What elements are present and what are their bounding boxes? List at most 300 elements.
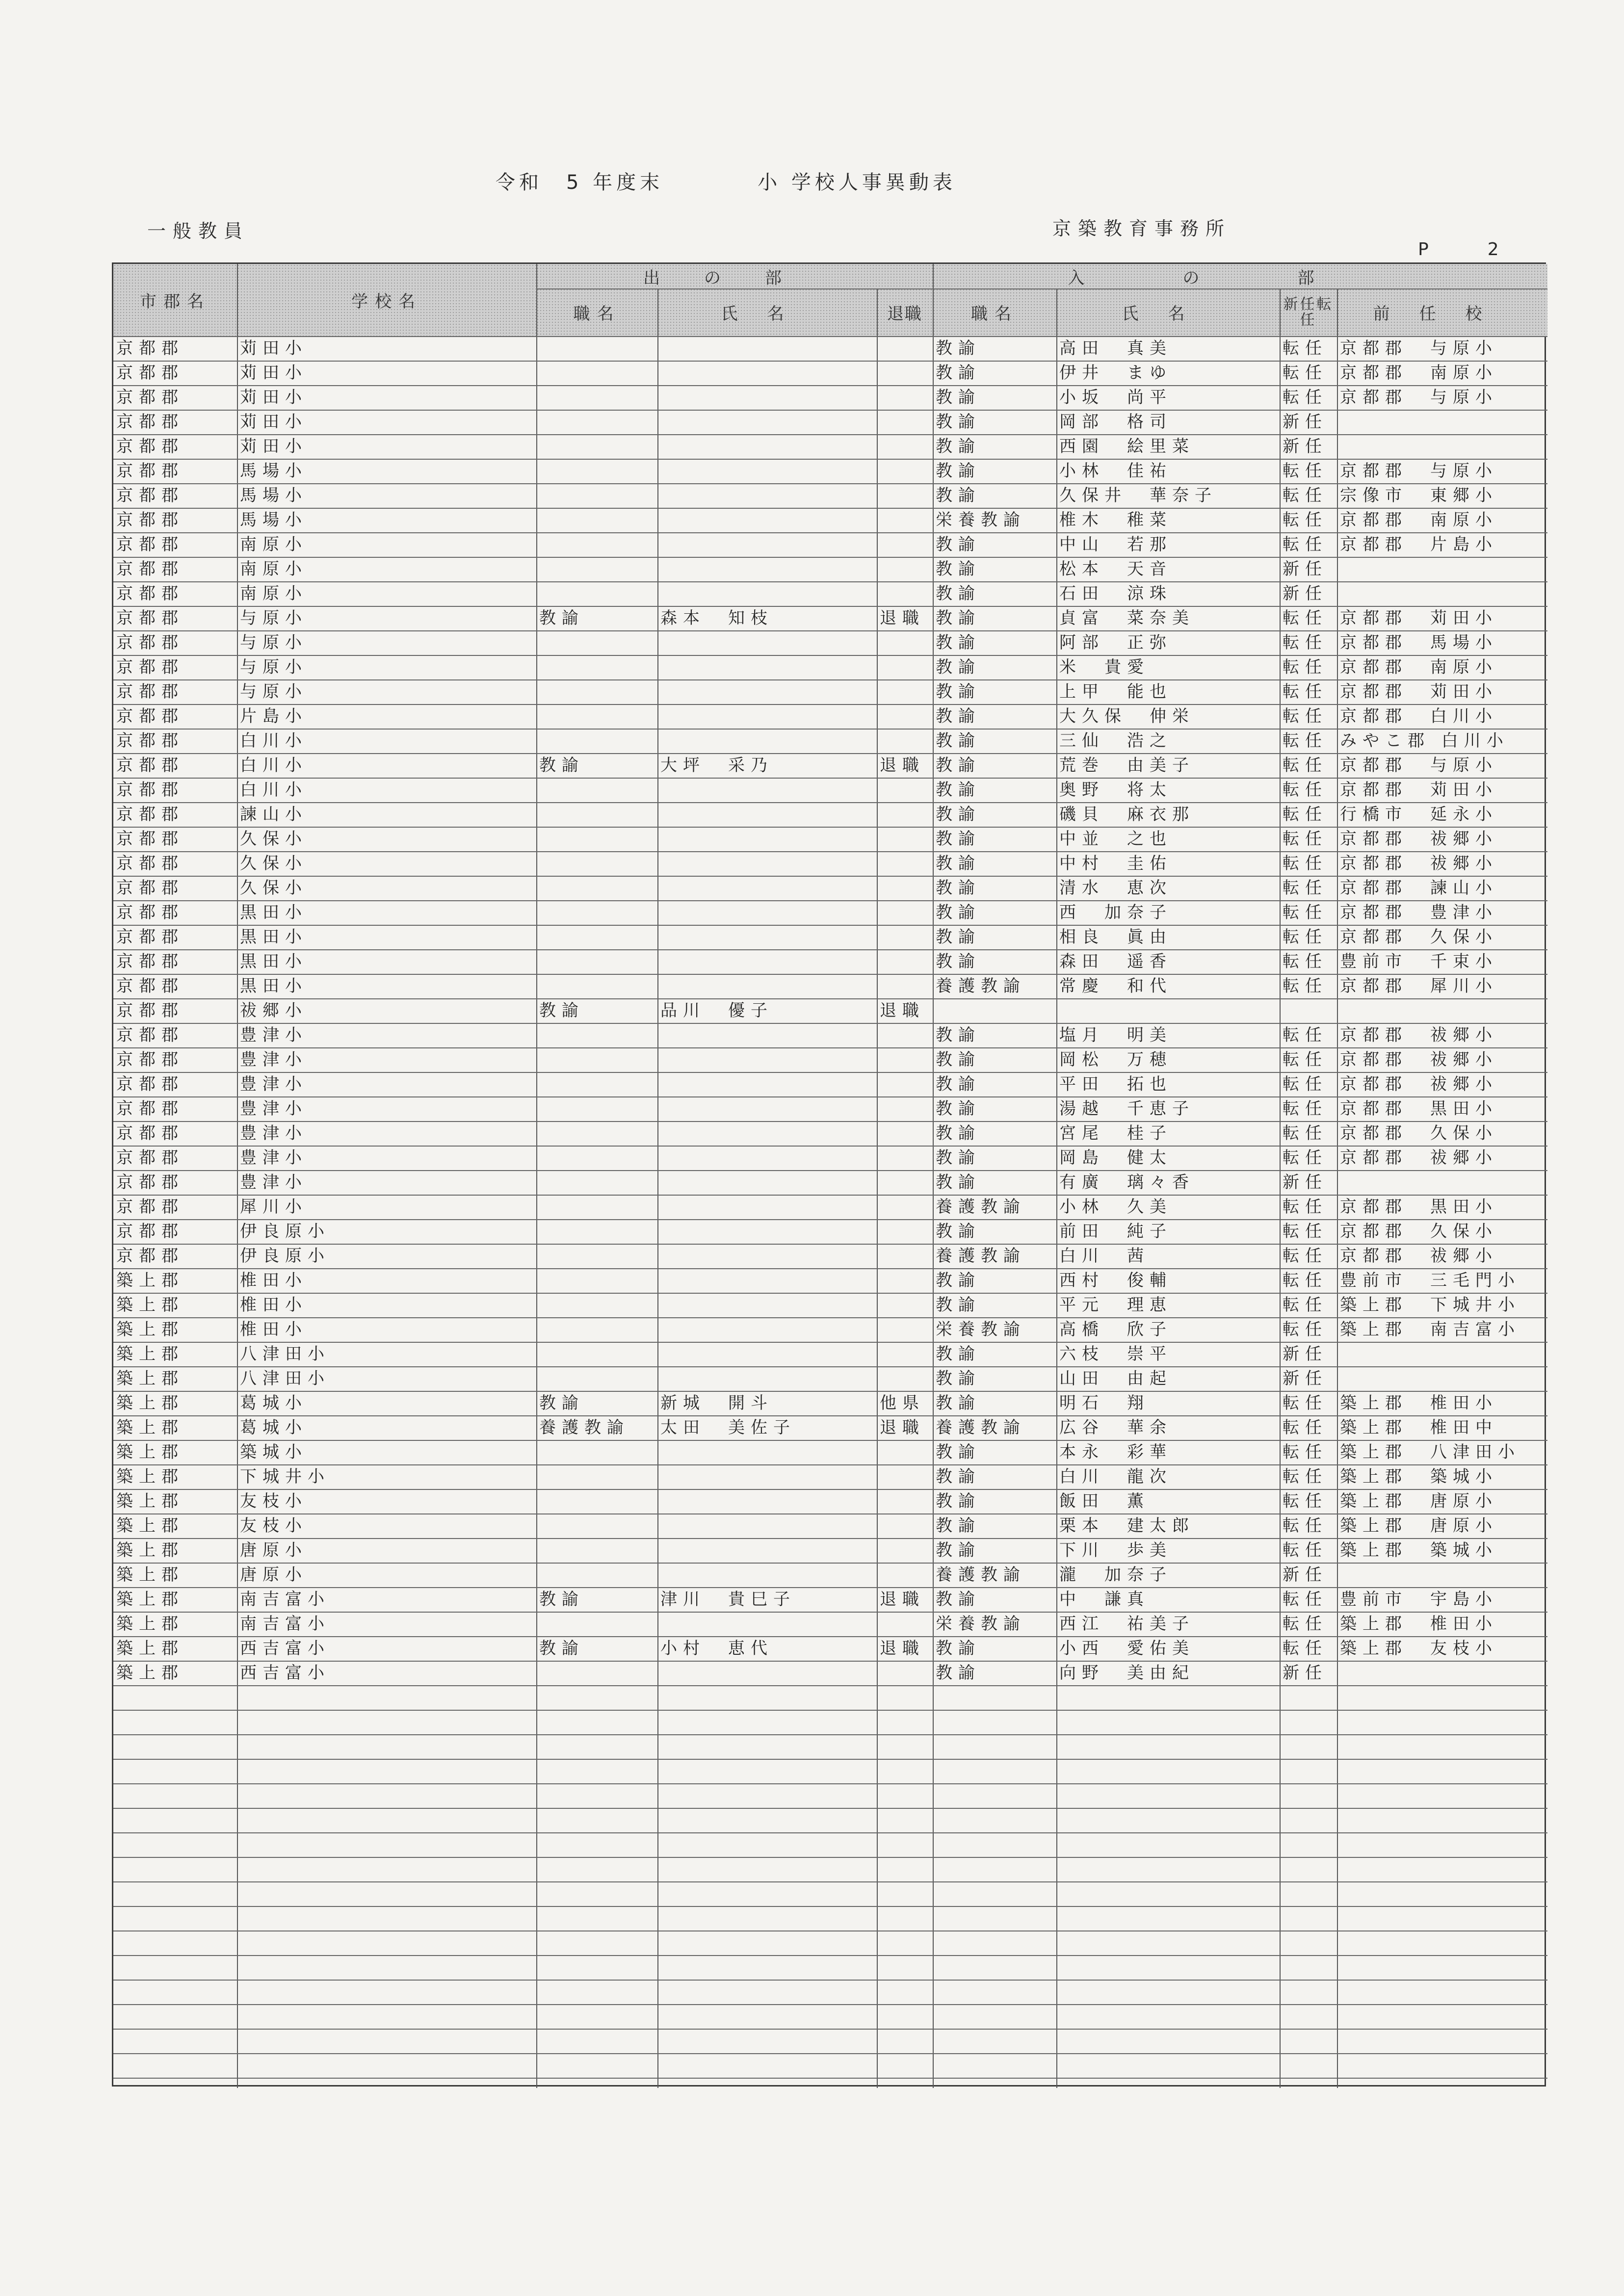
cell-district: 京都郡 bbox=[116, 535, 184, 554]
cell-out-name bbox=[657, 925, 877, 949]
cell-in-name: 中村 圭佑 bbox=[1059, 854, 1172, 873]
cell-school: 豊津小 bbox=[240, 1148, 308, 1168]
cell-prev-school: 京都郡 久保小 bbox=[1340, 1123, 1498, 1143]
cell-out-reason bbox=[877, 1244, 933, 1268]
page-label: P bbox=[1418, 239, 1429, 260]
cell-prev-school: 築上郡 下城井小 bbox=[1340, 1295, 1520, 1315]
cell-in-title: 教諭 bbox=[936, 1295, 981, 1315]
cell-out-name bbox=[657, 1366, 877, 1391]
grid-hline bbox=[113, 949, 1547, 950]
cell-in-title: 教諭 bbox=[936, 682, 981, 702]
cell-in-name: 奥野 将太 bbox=[1059, 780, 1172, 800]
cell-school: 黒田小 bbox=[240, 927, 308, 947]
cell-in-name: 中 謙真 bbox=[1059, 1590, 1150, 1609]
cell-school: 豊津小 bbox=[240, 1123, 308, 1143]
cell-in-title: 教諭 bbox=[936, 903, 981, 922]
cell-out-reason: 退職 bbox=[880, 1590, 925, 1609]
cell-out-title bbox=[536, 1563, 657, 1587]
cell-school: 唐原小 bbox=[240, 1565, 308, 1585]
cell-in-name: 高橋 欣子 bbox=[1059, 1320, 1172, 1339]
cell-prev-school: 築上郡 唐原小 bbox=[1340, 1491, 1498, 1511]
table-row bbox=[113, 1464, 1545, 1489]
grid-hline bbox=[113, 1513, 1547, 1514]
grid-hline bbox=[113, 851, 1547, 852]
cell-out-reason bbox=[877, 1121, 933, 1146]
table-row bbox=[113, 827, 1545, 851]
col-header-in-title: 職名 bbox=[933, 288, 1056, 336]
cell-in-title: 教諭 bbox=[936, 388, 981, 407]
cell-district: 築上郡 bbox=[116, 1393, 184, 1413]
cell-district: 京都郡 bbox=[116, 805, 184, 824]
cell-in-title: 教諭 bbox=[936, 1123, 981, 1143]
cell-in-title: 教諭 bbox=[936, 486, 981, 505]
cell-district: 築上郡 bbox=[116, 1467, 184, 1487]
grid-hline bbox=[113, 434, 1547, 435]
grid-hline bbox=[113, 827, 1547, 828]
cell-school: 豊津小 bbox=[240, 1099, 308, 1119]
grid-hline bbox=[113, 900, 1547, 901]
cell-in-title: 教諭 bbox=[936, 1369, 981, 1388]
cell-out-title bbox=[536, 1317, 657, 1342]
cell-out-name bbox=[657, 434, 877, 459]
cell-in-name bbox=[1056, 998, 1280, 1023]
cell-out-title: 養護教諭 bbox=[539, 1418, 629, 1437]
cell-in-title: 教諭 bbox=[936, 559, 981, 579]
cell-school: 友枝小 bbox=[240, 1516, 308, 1536]
cell-out-reason bbox=[877, 581, 933, 606]
cell-district: 京都郡 bbox=[116, 706, 184, 726]
cell-in-type: 転任 bbox=[1283, 927, 1328, 947]
cell-prev-school bbox=[1337, 998, 1547, 1023]
cell-district: 京都郡 bbox=[116, 461, 184, 481]
cell-prev-school bbox=[1337, 410, 1547, 434]
cell-out-reason bbox=[877, 925, 933, 949]
grid-hline bbox=[113, 1096, 1547, 1097]
grid-hline bbox=[113, 1268, 1547, 1269]
grid-vline bbox=[536, 264, 537, 2088]
cell-in-name: 本永 彩華 bbox=[1059, 1442, 1172, 1462]
cell-out-title bbox=[536, 876, 657, 900]
table-row bbox=[113, 876, 1545, 900]
table-row bbox=[113, 1317, 1545, 1342]
cell-prev-school: 築上郡 南吉富小 bbox=[1340, 1320, 1520, 1339]
cell-in-type: 転任 bbox=[1283, 903, 1328, 922]
grid-hline bbox=[113, 679, 1547, 680]
cell-out-name bbox=[657, 1195, 877, 1219]
cell-in-type: 転任 bbox=[1283, 1246, 1328, 1266]
cell-out-reason bbox=[877, 532, 933, 557]
cell-out-reason bbox=[877, 1366, 933, 1391]
cell-in-type: 転任 bbox=[1283, 976, 1328, 996]
cell-out-reason bbox=[877, 1563, 933, 1587]
grid-hline bbox=[113, 1980, 1547, 1981]
cell-out-title bbox=[536, 1661, 657, 1685]
cell-out-name bbox=[657, 1464, 877, 1489]
cell-school: 八津田小 bbox=[240, 1369, 330, 1388]
cell-in-name: 小坂 尚平 bbox=[1059, 388, 1172, 407]
cell-district: 京都郡 bbox=[116, 1050, 184, 1070]
grid-hline bbox=[113, 1832, 1547, 1833]
cell-school: 西吉富小 bbox=[240, 1639, 330, 1658]
cell-out-name bbox=[657, 778, 877, 802]
cell-out-title bbox=[536, 949, 657, 974]
table-row bbox=[113, 998, 1545, 1023]
cell-out-reason bbox=[877, 1047, 933, 1072]
cell-school: 諫山小 bbox=[240, 805, 308, 824]
cell-out-title bbox=[536, 851, 657, 876]
table-row bbox=[113, 1195, 1545, 1219]
cell-school: 黒田小 bbox=[240, 976, 308, 996]
cell-in-type: 転任 bbox=[1283, 952, 1328, 971]
cell-district: 京都郡 bbox=[116, 731, 184, 751]
grid-hline bbox=[113, 1366, 1547, 1367]
cell-out-title bbox=[536, 483, 657, 508]
cell-in-title: 教諭 bbox=[936, 363, 981, 383]
cell-in-title: 教諭 bbox=[936, 339, 981, 358]
col-header-out-title: 職名 bbox=[536, 288, 657, 336]
cell-in-type: 転任 bbox=[1283, 339, 1328, 358]
cell-prev-school: 築上郡 八津田小 bbox=[1340, 1442, 1520, 1462]
grid-hline bbox=[113, 1023, 1547, 1024]
cell-in-name: 宮尾 桂子 bbox=[1059, 1123, 1172, 1143]
cell-district: 京都郡 bbox=[116, 486, 184, 505]
cell-in-type: 転任 bbox=[1283, 1418, 1328, 1437]
cell-prev-school: 築上郡 椎田小 bbox=[1340, 1393, 1498, 1413]
cell-out-title bbox=[536, 1538, 657, 1563]
cell-out-title bbox=[536, 1612, 657, 1636]
cell-in-title: 教諭 bbox=[936, 1148, 981, 1168]
table-row bbox=[113, 704, 1545, 729]
cell-in-name: 常慶 和代 bbox=[1059, 976, 1172, 996]
page-title: 令和 5 年度末 小 学校人事異動表 bbox=[496, 171, 956, 194]
cell-in-type: 転任 bbox=[1283, 1295, 1328, 1315]
cell-district: 京都郡 bbox=[116, 1074, 184, 1094]
cell-in-type: 転任 bbox=[1283, 1123, 1328, 1143]
cell-in-name: 中山 若那 bbox=[1059, 535, 1172, 554]
grid-hline bbox=[113, 508, 1547, 509]
cell-out-reason bbox=[877, 802, 933, 827]
cell-school: 南原小 bbox=[240, 535, 308, 554]
grid-hline bbox=[113, 1244, 1547, 1245]
cell-out-reason bbox=[877, 1464, 933, 1489]
cell-district: 京都郡 bbox=[116, 608, 184, 628]
cell-out-title bbox=[536, 1244, 657, 1268]
cell-school: 椎田小 bbox=[240, 1271, 308, 1290]
cell-district: 築上郡 bbox=[116, 1320, 184, 1339]
cell-in-type: 転任 bbox=[1283, 1197, 1328, 1217]
cell-school: 苅田小 bbox=[240, 363, 308, 383]
cell-in-name: 山田 由起 bbox=[1059, 1369, 1172, 1388]
grid-hline bbox=[113, 606, 1547, 607]
table-row bbox=[113, 1661, 1545, 1685]
cell-in-type: 転任 bbox=[1283, 657, 1328, 677]
cell-in-name: 湯越 千恵子 bbox=[1059, 1099, 1195, 1119]
cell-out-reason bbox=[877, 1072, 933, 1096]
cell-district: 京都郡 bbox=[116, 829, 184, 849]
cell-in-title: 教諭 bbox=[936, 1099, 981, 1119]
cell-in-title: 教諭 bbox=[936, 437, 981, 456]
cell-district: 築上郡 bbox=[116, 1369, 184, 1388]
cell-prev-school bbox=[1337, 1170, 1547, 1195]
table-row bbox=[113, 1219, 1545, 1244]
grid-hline bbox=[113, 1661, 1547, 1662]
cell-out-reason: 退職 bbox=[880, 1639, 925, 1658]
cell-out-name bbox=[657, 508, 877, 532]
cell-out-name: 新城 開斗 bbox=[660, 1393, 773, 1413]
table-row bbox=[113, 1391, 1545, 1415]
grid-hline bbox=[113, 361, 1547, 362]
cell-district: 京都郡 bbox=[116, 1173, 184, 1192]
col-header-district: 市郡名 bbox=[113, 264, 237, 336]
table-row bbox=[113, 1047, 1545, 1072]
cell-out-name: 森本 知枝 bbox=[660, 608, 773, 628]
group-header-in: 入の部 bbox=[933, 264, 1547, 288]
cell-in-title: 教諭 bbox=[936, 412, 981, 432]
table-row bbox=[113, 1513, 1545, 1538]
grid-hline bbox=[113, 1783, 1547, 1784]
cell-in-name: 広谷 華余 bbox=[1059, 1418, 1172, 1437]
table-row bbox=[113, 1023, 1545, 1047]
cell-in-name: 六枝 崇平 bbox=[1059, 1344, 1172, 1364]
cell-in-title: 養護教諭 bbox=[936, 1197, 1026, 1217]
cell-district: 京都郡 bbox=[116, 976, 184, 996]
grid-hline bbox=[113, 1759, 1547, 1760]
cell-prev-school bbox=[1337, 557, 1547, 581]
table-row bbox=[113, 655, 1545, 679]
cell-in-title bbox=[933, 998, 1056, 1023]
grid-hline bbox=[113, 336, 1547, 337]
cell-school: 白川小 bbox=[240, 756, 308, 775]
cell-out-name bbox=[657, 410, 877, 434]
cell-in-name: 小林 佳祐 bbox=[1059, 461, 1172, 481]
table-row bbox=[113, 851, 1545, 876]
grid-hline bbox=[113, 2004, 1547, 2005]
cell-in-title: 教諭 bbox=[936, 1074, 981, 1094]
cell-in-name: 栗本 建太郎 bbox=[1059, 1516, 1195, 1536]
cell-in-title: 教諭 bbox=[936, 805, 981, 824]
grid-hline bbox=[113, 1881, 1547, 1882]
grid-hline bbox=[113, 1906, 1547, 1907]
cell-out-name bbox=[657, 1612, 877, 1636]
table-row bbox=[113, 1096, 1545, 1121]
grid-hline bbox=[113, 532, 1547, 533]
grid-hline bbox=[113, 1195, 1547, 1196]
cell-out-title bbox=[536, 974, 657, 998]
cell-out-name bbox=[657, 876, 877, 900]
table-row bbox=[113, 1563, 1545, 1587]
cell-out-name bbox=[657, 827, 877, 851]
cell-school: 西吉富小 bbox=[240, 1663, 330, 1683]
cell-in-title: 教諭 bbox=[936, 952, 981, 971]
grid-hline bbox=[113, 2078, 1547, 2079]
cell-out-name bbox=[657, 336, 877, 361]
cell-out-title bbox=[536, 1293, 657, 1317]
cell-out-title bbox=[536, 679, 657, 704]
cell-in-title: 教諭 bbox=[936, 461, 981, 481]
cell-out-reason bbox=[877, 1317, 933, 1342]
cell-in-title: 教諭 bbox=[936, 1344, 981, 1364]
cell-out-title bbox=[536, 1342, 657, 1366]
cell-out-name bbox=[657, 1293, 877, 1317]
cell-in-title: 教諭 bbox=[936, 1442, 981, 1462]
cell-prev-school: 築上郡 築城小 bbox=[1340, 1540, 1498, 1560]
cell-in-name: 石田 涼珠 bbox=[1059, 584, 1172, 603]
cell-prev-school: 京都郡 久保小 bbox=[1340, 1222, 1498, 1241]
grid-hline bbox=[113, 1072, 1547, 1073]
cell-out-reason: 他県 bbox=[880, 1393, 925, 1413]
cell-out-name bbox=[657, 1489, 877, 1513]
cell-district: 京都郡 bbox=[116, 339, 184, 358]
cell-in-name: 平元 理恵 bbox=[1059, 1295, 1172, 1315]
cell-out-name bbox=[657, 949, 877, 974]
cell-out-name bbox=[657, 1342, 877, 1366]
cell-in-title: 教諭 bbox=[936, 584, 981, 603]
cell-in-title: 教諭 bbox=[936, 854, 981, 873]
cell-out-reason bbox=[877, 900, 933, 925]
cell-school: 葛城小 bbox=[240, 1393, 308, 1413]
table-row bbox=[113, 729, 1545, 753]
cell-district: 京都郡 bbox=[116, 903, 184, 922]
cell-prev-school: 京都郡 苅田小 bbox=[1340, 682, 1498, 702]
table-row bbox=[113, 1342, 1545, 1366]
cell-in-title: 教諭 bbox=[936, 535, 981, 554]
cell-district: 京都郡 bbox=[116, 1222, 184, 1241]
cell-district: 京都郡 bbox=[116, 780, 184, 800]
cell-in-type: 転任 bbox=[1283, 854, 1328, 873]
cell-out-name bbox=[657, 1047, 877, 1072]
cell-out-title bbox=[536, 925, 657, 949]
cell-prev-school bbox=[1337, 1563, 1547, 1587]
cell-out-reason bbox=[877, 1661, 933, 1685]
cell-out-title bbox=[536, 1268, 657, 1293]
grid-hline bbox=[113, 1587, 1547, 1588]
cell-in-title: 教諭 bbox=[936, 1639, 981, 1658]
cell-in-type: 転任 bbox=[1283, 805, 1328, 824]
table-row bbox=[113, 1244, 1545, 1268]
grid-hline bbox=[113, 1342, 1547, 1343]
cell-district: 京都郡 bbox=[116, 1099, 184, 1119]
cell-district: 築上郡 bbox=[116, 1540, 184, 1560]
cell-prev-school: 豊前市 千束小 bbox=[1340, 952, 1498, 971]
table-row bbox=[113, 1146, 1545, 1170]
cell-in-name: 西園 絵里菜 bbox=[1059, 437, 1195, 456]
cell-prev-school: 京都郡 与原小 bbox=[1340, 339, 1498, 358]
cell-in-name: 白川 茜 bbox=[1059, 1246, 1150, 1266]
cell-in-title: 教諭 bbox=[936, 780, 981, 800]
cell-out-reason bbox=[877, 1023, 933, 1047]
table-row bbox=[113, 1366, 1545, 1391]
cell-out-reason bbox=[877, 704, 933, 729]
grid-hline bbox=[113, 1808, 1547, 1809]
cell-out-reason bbox=[877, 729, 933, 753]
cell-district: 築上郡 bbox=[116, 1295, 184, 1315]
grid-vline bbox=[657, 288, 658, 2088]
grid-hline bbox=[113, 483, 1547, 484]
cell-in-name: 貞富 菜奈美 bbox=[1059, 608, 1195, 628]
grid-vline bbox=[933, 264, 934, 2088]
cell-in-type: 転任 bbox=[1283, 1271, 1328, 1290]
cell-district: 京都郡 bbox=[116, 657, 184, 677]
cell-in-name: 荒巻 由美子 bbox=[1059, 756, 1195, 775]
cell-prev-school bbox=[1337, 434, 1547, 459]
cell-out-reason bbox=[877, 1195, 933, 1219]
cell-school: 片島小 bbox=[240, 706, 308, 726]
grid-hline bbox=[113, 1440, 1547, 1441]
cell-out-name: 大坪 采乃 bbox=[660, 756, 773, 775]
cell-out-name bbox=[657, 1661, 877, 1685]
grid-hline bbox=[113, 1146, 1547, 1147]
cell-out-title bbox=[536, 1513, 657, 1538]
cell-out-title bbox=[536, 508, 657, 532]
cell-out-name bbox=[657, 1317, 877, 1342]
cell-prev-school: 築上郡 友枝小 bbox=[1340, 1639, 1498, 1658]
cell-in-type: 転任 bbox=[1283, 461, 1328, 481]
cell-in-title: 教諭 bbox=[936, 1393, 981, 1413]
cell-in-name: 西村 俊輔 bbox=[1059, 1271, 1172, 1290]
cell-in-name: 小西 愛佑美 bbox=[1059, 1639, 1195, 1658]
cell-district: 京都郡 bbox=[116, 633, 184, 652]
cell-out-title bbox=[536, 532, 657, 557]
table-row bbox=[113, 974, 1545, 998]
cell-in-type: 転任 bbox=[1283, 1639, 1328, 1658]
cell-in-type: 転任 bbox=[1283, 756, 1328, 775]
cell-school: 南原小 bbox=[240, 584, 308, 603]
cell-out-title bbox=[536, 1146, 657, 1170]
cell-school: 豊津小 bbox=[240, 1173, 308, 1192]
cell-in-name: 小林 久美 bbox=[1059, 1197, 1172, 1217]
cell-out-reason bbox=[877, 434, 933, 459]
cell-out-reason: 退職 bbox=[880, 756, 925, 775]
cell-out-title bbox=[536, 581, 657, 606]
cell-school: 苅田小 bbox=[240, 437, 308, 456]
cell-school: 与原小 bbox=[240, 682, 308, 702]
grid-hline bbox=[113, 1415, 1547, 1416]
cell-district: 京都郡 bbox=[116, 1148, 184, 1168]
table-row bbox=[113, 1121, 1545, 1146]
cell-school: 友枝小 bbox=[240, 1491, 308, 1511]
cell-prev-school: 京都郡 苅田小 bbox=[1340, 608, 1498, 628]
cell-out-title: 教諭 bbox=[539, 1639, 584, 1658]
grid-hline bbox=[113, 1293, 1547, 1294]
cell-in-type: 転任 bbox=[1283, 1050, 1328, 1070]
cell-in-type: 転任 bbox=[1283, 486, 1328, 505]
cell-in-type: 新任 bbox=[1283, 559, 1328, 579]
cell-in-type: 転任 bbox=[1283, 1222, 1328, 1241]
col-header-out-name: 氏名 bbox=[657, 288, 877, 336]
cell-out-reason bbox=[877, 336, 933, 361]
cell-prev-school: 京都郡 祓郷小 bbox=[1340, 829, 1498, 849]
cell-in-name: 西江 祐美子 bbox=[1059, 1614, 1195, 1634]
cell-school: 豊津小 bbox=[240, 1074, 308, 1094]
cell-in-title: 教諭 bbox=[936, 1590, 981, 1609]
cell-school: 南吉富小 bbox=[240, 1590, 330, 1609]
cell-district: 京都郡 bbox=[116, 363, 184, 383]
cell-out-name bbox=[657, 851, 877, 876]
cell-in-name: 米 貴愛 bbox=[1059, 657, 1150, 677]
cell-out-title bbox=[536, 1121, 657, 1146]
col-header-school: 学校名 bbox=[237, 264, 536, 336]
cell-in-title: 栄養教諭 bbox=[936, 510, 1026, 530]
cell-in-title: 教諭 bbox=[936, 1516, 981, 1536]
cell-prev-school: 京都郡 白川小 bbox=[1340, 706, 1498, 726]
cell-prev-school: 京都郡 黒田小 bbox=[1340, 1099, 1498, 1119]
cell-district: 京都郡 bbox=[116, 682, 184, 702]
cell-in-title: 教諭 bbox=[936, 1540, 981, 1560]
cell-in-type: 新任 bbox=[1283, 1173, 1328, 1192]
cell-in-name: 松本 天音 bbox=[1059, 559, 1172, 579]
cell-school: 祓郷小 bbox=[240, 1001, 308, 1020]
cell-in-type: 転任 bbox=[1283, 1074, 1328, 1094]
